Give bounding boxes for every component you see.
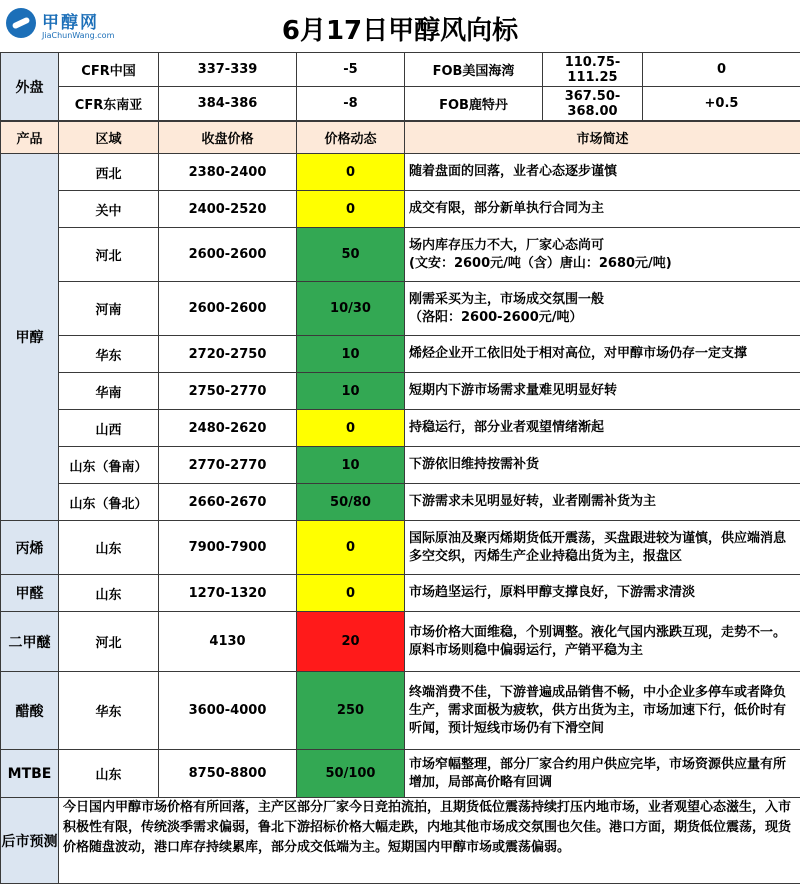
external-row: [1, 53, 800, 87]
market-summary: 烯烃企业开工依旧处于相对高位，对甲醇市场仍存一定支撑: [405, 336, 800, 373]
market-summary: 市场窄幅整理，部分厂家合约用户供应完毕，市场资源供应量有所增加，局部高价略有回调: [405, 750, 800, 798]
product-name: 丙烯: [1, 521, 59, 575]
region: 河北: [59, 612, 159, 672]
region: 山东（鲁南）: [59, 447, 159, 484]
table-row: [1, 575, 800, 612]
external-price: 384-386: [159, 87, 297, 121]
page-title: 6月17日甲醇风向标: [0, 10, 800, 47]
region: 关中: [59, 191, 159, 228]
close-price: 2480-2620: [159, 410, 297, 447]
region: 华南: [59, 373, 159, 410]
market-summary: 持稳运行，部分业者观望情绪渐起: [405, 410, 800, 447]
price-change: 10: [297, 373, 405, 410]
forecast-label: 后市预测: [1, 798, 59, 884]
table-row: [1, 750, 800, 798]
close-price: 1270-1320: [159, 575, 297, 612]
close-price: 2750-2770: [159, 373, 297, 410]
market-summary: 随着盘面的回落，业者心态逐步谨慎: [405, 154, 800, 191]
close-price: 3600-4000: [159, 672, 297, 750]
price-change: 20: [297, 612, 405, 672]
price-change: 0: [297, 154, 405, 191]
table-row: [1, 798, 800, 884]
region: 华东: [59, 672, 159, 750]
price-change: 50/80: [297, 484, 405, 521]
table-row: [1, 191, 800, 228]
table-row: [1, 336, 800, 373]
price-change: 50/100: [297, 750, 405, 798]
table-row: [1, 154, 800, 191]
market-summary: 终端消费不佳，下游普遍成品销售不畅，中小企业多停车或者降负生产，需求面极为疲软，供方出货为主，市场加速下行，低价时有听闻，预计短线市场仍有下滑空间: [405, 672, 800, 750]
logo-site: JiaChunWang.com: [42, 31, 114, 40]
close-price: 2380-2400: [159, 154, 297, 191]
product-name: 醋酸: [1, 672, 59, 750]
col-product: 产品: [1, 122, 59, 154]
table-row: [1, 282, 800, 336]
col-summary: 市场简述: [405, 122, 800, 154]
col-region: 区域: [59, 122, 159, 154]
price-change: 10/30: [297, 282, 405, 336]
market-summary: 刚需采买为主，市场成交氛围一般 （洛阳：2600-2600元/吨）: [405, 282, 800, 336]
external-name: CFR中国: [59, 53, 159, 87]
table-row: [1, 228, 800, 282]
close-price: 7900-7900: [159, 521, 297, 575]
external-price: 337-339: [159, 53, 297, 87]
close-price: 2400-2520: [159, 191, 297, 228]
price-change: 0: [297, 521, 405, 575]
external-name: FOB鹿特丹: [405, 87, 543, 121]
product-name: MTBE: [1, 750, 59, 798]
price-change: 0: [297, 410, 405, 447]
price-change: 50: [297, 228, 405, 282]
external-name: CFR东南亚: [59, 87, 159, 121]
region: 山东: [59, 750, 159, 798]
external-price: 110.75-111.25: [543, 53, 643, 87]
table-row: [1, 373, 800, 410]
external-change: +0.5: [643, 87, 800, 121]
external-name: FOB美国海湾: [405, 53, 543, 87]
price-change: 0: [297, 575, 405, 612]
table-row: [1, 612, 800, 672]
close-price: 2720-2750: [159, 336, 297, 373]
external-row: [1, 87, 800, 121]
report-table: [0, 52, 800, 121]
col-change: 价格动态: [297, 122, 405, 154]
market-summary: 国际原油及聚丙烯期货低开震荡，买盘跟进较为谨慎，供应端消息多空交织，丙烯生产企业持稳出货为主，报盘区: [405, 521, 800, 575]
table-row: [1, 447, 800, 484]
col-price: 收盘价格: [159, 122, 297, 154]
close-price: 2660-2670: [159, 484, 297, 521]
market-summary: 市场价格大面维稳，个别调整。液化气国内涨跌互现，走势不一。原料市场则稳中偏弱运行，产销平稳为主: [405, 612, 800, 672]
external-change: -5: [297, 53, 405, 87]
close-price: 2600-2600: [159, 228, 297, 282]
price-change: 10: [297, 336, 405, 373]
region: 西北: [59, 154, 159, 191]
region: 山东: [59, 575, 159, 612]
region: 华东: [59, 336, 159, 373]
external-change: -8: [297, 87, 405, 121]
region: 山东（鲁北）: [59, 484, 159, 521]
market-summary: 下游依旧维持按需补货: [405, 447, 800, 484]
market-summary: 短期内下游市场需求量难见明显好转: [405, 373, 800, 410]
table-row: [1, 484, 800, 521]
close-price: 4130: [159, 612, 297, 672]
market-summary: 下游需求未见明显好转，业者刚需补货为主: [405, 484, 800, 521]
market-summary: 成交有限，部分新单执行合同为主: [405, 191, 800, 228]
title-bar: [0, 0, 800, 52]
region: 山西: [59, 410, 159, 447]
table-row: [1, 410, 800, 447]
forecast-text: 今日国内甲醇市场价格有所回落，主产区部分厂家今日竞拍流拍，且期货低位震荡持续打压内地市场，业者观望心态滋生，入市积极性有限，传统淡季需求偏弱，鲁北下游招标价格大幅走跌，内地其他市场成交氛围也欠佳。港口方面，期货低位震荡，现货价格随盘波动，港口库存持续累库，部分成交低端为主。短期国内甲醇市场或震荡偏弱。: [59, 798, 800, 884]
column-header-row: [1, 122, 800, 154]
close-price: 2600-2600: [159, 282, 297, 336]
price-change: 250: [297, 672, 405, 750]
product-name: 甲醇: [1, 154, 59, 521]
external-label: 外盘: [1, 53, 59, 121]
table-row: [1, 521, 800, 575]
price-change: 0: [297, 191, 405, 228]
table-row: [1, 672, 800, 750]
close-price: 8750-8800: [159, 750, 297, 798]
external-price: 367.50-368.00: [543, 87, 643, 121]
close-price: 2770-2770: [159, 447, 297, 484]
market-table: [0, 121, 800, 884]
region: 河北: [59, 228, 159, 282]
product-name: 甲醛: [1, 575, 59, 612]
logo-brand: 甲醇网: [42, 8, 99, 33]
region: 河南: [59, 282, 159, 336]
product-name: 二甲醚: [1, 612, 59, 672]
market-summary: 市场趋坚运行，原料甲醇支撑良好，下游需求清淡: [405, 575, 800, 612]
price-change: 10: [297, 447, 405, 484]
market-summary: 场内库存压力不大，厂家心态尚可 (文安：2600元/吨（含）唐山：2680元/吨): [405, 228, 800, 282]
region: 山东: [59, 521, 159, 575]
external-change: 0: [643, 53, 800, 87]
